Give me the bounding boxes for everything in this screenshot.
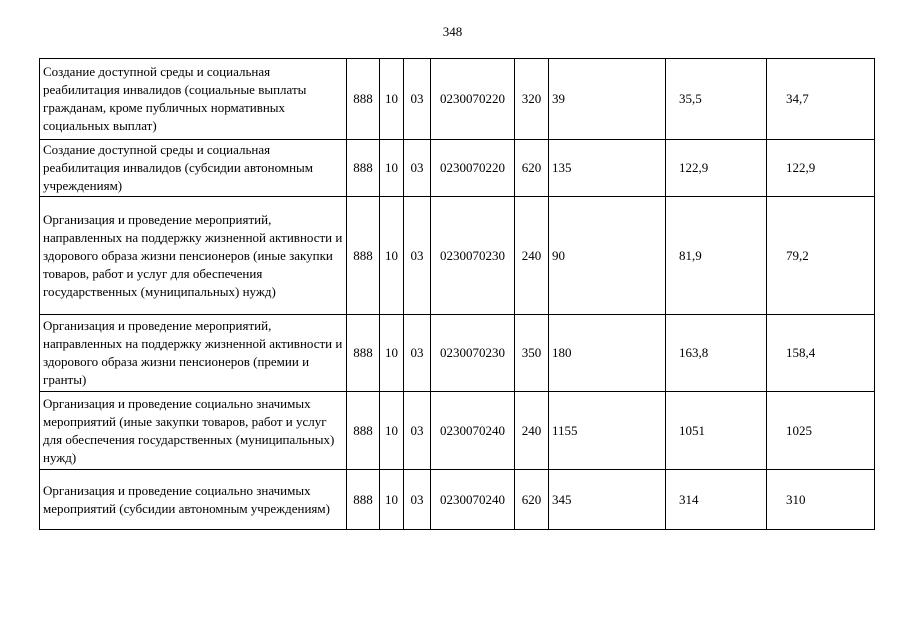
section-code: 10 — [380, 470, 404, 530]
amount-year-1: 1155 — [549, 392, 666, 470]
amount-year-3: 1025 — [767, 392, 875, 470]
amount-year-2: 81,9 — [666, 197, 767, 315]
subsection-code: 03 — [404, 59, 431, 140]
budget-table — [39, 58, 875, 530]
amount-year-1: 180 — [549, 315, 666, 392]
table-row — [40, 470, 875, 530]
ministry-code: 888 — [347, 197, 380, 315]
amount-year-2: 1051 — [666, 392, 767, 470]
subsection-code: 03 — [404, 315, 431, 392]
expense-type-code: 350 — [515, 315, 549, 392]
target-code: 0230070240 — [431, 392, 515, 470]
row-name: Создание доступной среды и социальная реабилитация инвалидов (социальные выплаты гражданам, кроме публичных нормативных социальных выплат) — [40, 59, 347, 140]
page-number: 348 — [442, 24, 463, 39]
ministry-code: 888 — [347, 315, 380, 392]
section-code: 10 — [380, 315, 404, 392]
subsection-code: 03 — [404, 470, 431, 530]
target-code: 0230070240 — [431, 470, 515, 530]
section-code: 10 — [380, 197, 404, 315]
row-name: Организация и проведение социально значимых мероприятий (субсидии автономным учреждениям) — [40, 470, 347, 530]
table-row — [40, 315, 875, 392]
amount-year-3: 79,2 — [767, 197, 875, 315]
section-code: 10 — [380, 392, 404, 470]
expense-type-code: 320 — [515, 59, 549, 140]
target-code: 0230070220 — [431, 59, 515, 140]
expense-type-code: 620 — [515, 140, 549, 197]
target-code: 0230070230 — [431, 315, 515, 392]
row-name: Создание доступной среды и социальная реабилитация инвалидов (субсидии автономным учреждениям) — [40, 140, 347, 197]
table-row — [40, 59, 875, 140]
amount-year-3: 122,9 — [767, 140, 875, 197]
row-name: Организация и проведение социально значимых мероприятий (иные закупки товаров, работ и услуг для обеспечения государственных (муниципальных) нужд) — [40, 392, 347, 470]
row-name: Организация и проведение мероприятий, направленных на поддержку жизненной активности и здорового образа жизни пенсионеров (иные закупки товаров, работ и услуг для обеспечения государственных (муниципальных) нужд) — [40, 197, 347, 315]
amount-year-1: 345 — [549, 470, 666, 530]
section-code: 10 — [380, 59, 404, 140]
amount-year-2: 35,5 — [666, 59, 767, 140]
expense-type-code: 240 — [515, 392, 549, 470]
amount-year-2: 122,9 — [666, 140, 767, 197]
ministry-code: 888 — [347, 470, 380, 530]
subsection-code: 03 — [404, 197, 431, 315]
amount-year-1: 90 — [549, 197, 666, 315]
amount-year-1: 39 — [549, 59, 666, 140]
amount-year-3: 158,4 — [767, 315, 875, 392]
ministry-code: 888 — [347, 59, 380, 140]
amount-year-3: 310 — [767, 470, 875, 530]
target-code: 0230070230 — [431, 197, 515, 315]
ministry-code: 888 — [347, 140, 380, 197]
ministry-code: 888 — [347, 392, 380, 470]
table-row — [40, 140, 875, 197]
expense-type-code: 620 — [515, 470, 549, 530]
section-code: 10 — [380, 140, 404, 197]
expense-type-code: 240 — [515, 197, 549, 315]
subsection-code: 03 — [404, 392, 431, 470]
row-name: Организация и проведение мероприятий, направленных на поддержку жизненной активности и здорового образа жизни пенсионеров (премии и гранты) — [40, 315, 347, 392]
amount-year-2: 163,8 — [666, 315, 767, 392]
amount-year-3: 34,7 — [767, 59, 875, 140]
table-row — [40, 392, 875, 470]
target-code: 0230070220 — [431, 140, 515, 197]
table-row — [40, 197, 875, 315]
amount-year-1: 135 — [549, 140, 666, 197]
subsection-code: 03 — [404, 140, 431, 197]
amount-year-2: 314 — [666, 470, 767, 530]
